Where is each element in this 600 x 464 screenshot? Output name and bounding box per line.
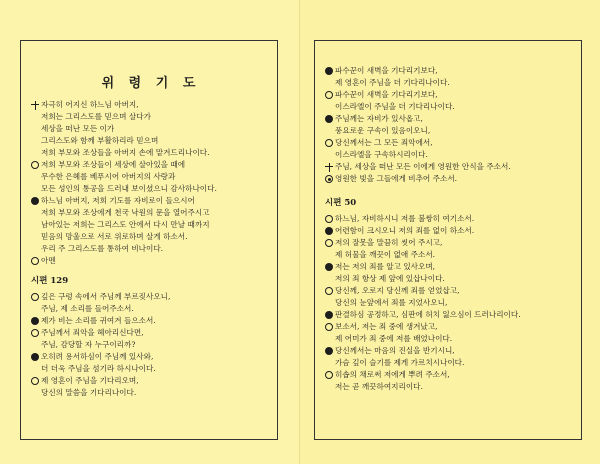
filled-marker-icon <box>325 263 333 271</box>
verse-line: 당신께, 오로지 당신께 죄를 얻었삽고, <box>325 285 575 297</box>
open-marker-icon <box>31 161 39 169</box>
open-marker-icon <box>325 371 333 379</box>
verse-line: 믿음의 망울으로 서로 위로하며 살게 하소서. <box>41 232 188 241</box>
verse-line: 주님, 감당할 자 누구이리까? <box>41 340 136 349</box>
open-marker-icon <box>325 139 333 147</box>
prayer-block <box>31 99 271 267</box>
verse-line: 그리스도와 함께 부활하리라 믿으며 <box>41 136 159 145</box>
verse-line: 주님께서 죄악을 헤아리신다면, <box>31 327 271 339</box>
open-marker-icon <box>31 293 39 301</box>
verse-line: 풍요로운 구속이 있음이오니, <box>335 126 431 135</box>
verse-line: 오히려 용서하심이 주님께 있사와, <box>31 351 271 363</box>
verse-line: 당신의 말씀을 기다리나이다. <box>41 388 137 397</box>
verse-line: 저는 곧 깨끗하여지리이다. <box>335 382 423 391</box>
verse-line: 주님, 세상을 떠난 모든 이에게 영원한 안식을 주소서. <box>325 161 575 173</box>
filled-marker-icon <box>325 347 333 355</box>
open-marker-icon <box>325 239 333 247</box>
open-marker-icon <box>31 329 39 337</box>
verse-line: 깊은 구렁 속에서 주님께 부르짖사오니, <box>31 291 271 303</box>
filled-marker-icon <box>325 227 333 235</box>
left-frame <box>20 40 278 440</box>
verse-line: 하느님, 자비하시니 저를 불쌍히 여기소서. <box>325 213 575 225</box>
filled-marker-icon <box>325 115 333 123</box>
cross-marker-icon <box>31 101 39 109</box>
psalm-129-continued <box>325 65 575 185</box>
right-page <box>300 0 600 464</box>
verse-line: 당신께서는 그 모든 죄악에서, <box>325 137 575 149</box>
verse-line: 당신께서는 마음의 진실을 반기시니, <box>325 345 575 357</box>
verse-line: 남아있는 저희는 그리스도 안에서 다시 만날 때까지 <box>41 220 210 229</box>
verse-line: 더 더욱 주님을 섬기라 하시나이다. <box>41 364 156 373</box>
verse-line: 판결하심 공정하고, 심판에 허치 잃으심이 드러나리이다. <box>325 309 575 321</box>
verse-line: 모든 성인의 통공을 드러내 보이셨으니 감사하나이다. <box>41 184 217 193</box>
psalm-50-block <box>325 213 575 393</box>
verse-line: 어련함이 크시오니 저의 죄를 없이 하소서. <box>325 225 575 237</box>
right-frame <box>314 40 582 440</box>
verse-line: 파수꾼이 새벽을 기다리기보다, <box>325 65 575 77</box>
filled-marker-icon <box>31 317 39 325</box>
verse-line: 당신의 눈앞에서 죄를 지었사오니, <box>335 298 448 307</box>
verse-line: 우리 주 그리스도를 통하여 비나이다. <box>41 244 164 253</box>
verse-line: 주님, 제 소리를 들어주소서. <box>41 304 134 313</box>
open-marker-icon <box>325 323 333 331</box>
verse-line: 아멘 <box>31 255 271 267</box>
verse-line: 가슴 깊이 슬기를 제게 가르치시나이다. <box>335 358 465 367</box>
filled-marker-icon <box>325 311 333 319</box>
open-marker-icon <box>325 287 333 295</box>
verse-line: 저희 부모와 조상들을 아버지 손에 맡겨드리나이다. <box>41 148 210 157</box>
open-marker-icon <box>325 91 333 99</box>
verse-line: 제 허물을 깨끗이 없애 주소서. <box>335 250 436 259</box>
verse-line: 제가 비는 소리를 귀여겨 들으소서. <box>31 315 271 327</box>
verse-line: 히솝의 채로써 저에게 뿌려 주소서, <box>325 369 575 381</box>
verse-line: 제 어미가 죄 중에 저를 배었나이다. <box>335 334 453 343</box>
verse-line: 이스라엘이 주님을 더 기다리나이다. <box>335 102 455 111</box>
verse-line: 세상을 떠난 모든 이가 <box>41 124 115 133</box>
open-marker-icon <box>31 257 39 265</box>
verse-line: 주님께는 자비가 있사옵고, <box>325 113 575 125</box>
verse-line: 저는 저의 죄를 알고 있사오며, <box>325 261 575 273</box>
open-marker-icon <box>325 215 333 223</box>
verse-line: 이스라엘을 구속하시리이다. <box>335 150 428 159</box>
verse-line: 보소서, 저는 죄 중에 생겨났고, <box>325 321 575 333</box>
page-title: 위 령 기 도 <box>101 76 201 91</box>
psalm-129-block <box>31 291 271 399</box>
verse-line: 제 영혼이 주님을 더 기다리나이다. <box>335 78 450 87</box>
verse-line: 저희 부모와 조상들이 세상에 살아있을 때에 <box>31 159 271 171</box>
open-marker-icon <box>31 377 39 385</box>
bull-marker-icon <box>325 175 333 183</box>
filled-marker-icon <box>31 353 39 361</box>
psalm-50-heading: 시편 50 <box>325 198 357 208</box>
verse-line: 저희는 그리스도를 믿으며 살다가 <box>41 112 151 121</box>
verse-line: 제 영혼이 주님을 기다리오며, <box>31 375 271 387</box>
verse-line: 파수꾼이 새벽을 기다리기보다, <box>325 89 575 101</box>
verse-line: 영원한 빛을 그들에게 비추어 주소서. <box>325 173 575 185</box>
verse-line: 저희 부모와 조상에게 천국 낙원의 문을 열어주시고 <box>41 208 210 217</box>
cross-marker-icon <box>325 163 333 171</box>
filled-marker-icon <box>31 197 39 205</box>
verse-line: 저의 잘못을 말끔히 씻어 주시고, <box>325 237 575 249</box>
verse-line: 저의 죄 항상 제 앞에 있삽나이다. <box>335 274 445 283</box>
verse-line: 무수한 은혜를 베푸시어 아버지의 사랑과 <box>41 172 176 181</box>
filled-marker-icon <box>325 67 333 75</box>
psalm-129-heading: 시편 129 <box>31 276 69 286</box>
verse-line: 하느님 아버지, 저희 기도를 자비로이 들으시어 <box>31 195 271 207</box>
verse-line: 자극히 어지신 하느님 아버지, <box>31 99 271 111</box>
